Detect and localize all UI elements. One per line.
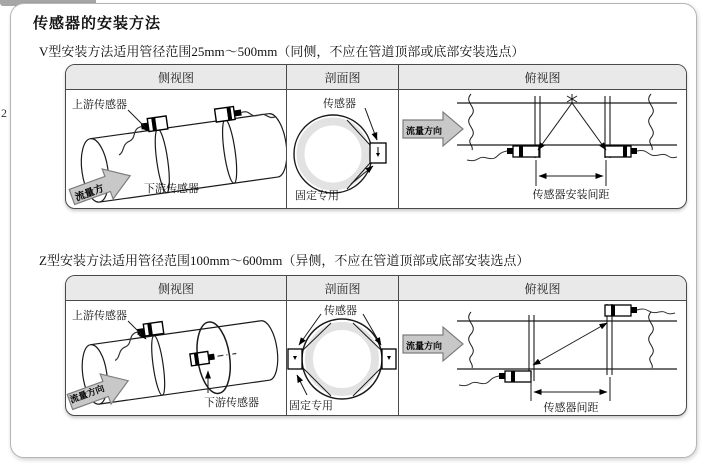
z-section-view-cell (287, 301, 399, 415)
z-header-top-view: 俯视图 (524, 281, 561, 296)
z-header-side-view: 侧视图 (66, 276, 287, 300)
downstream-sensor-shape (605, 146, 677, 158)
dimension-ticks (531, 377, 610, 401)
fixing-leader-arrow (297, 375, 307, 395)
z-header-section-view: 剖面图 (287, 276, 399, 300)
pipe-break-right (649, 312, 654, 368)
mounting-strap (220, 119, 240, 184)
spacing-label: 传感器间距 (543, 402, 599, 414)
flow-direction-label: 流量方向 (406, 341, 443, 351)
fixing-label: 固定专用 (289, 400, 333, 412)
v-side-view-cell (66, 90, 287, 208)
pipe-walls (457, 321, 677, 369)
upstream-sensor-label: 上游传感器 (72, 310, 127, 322)
page-title: 传感器的安装方法 (33, 15, 162, 32)
upstream-leader-arrow (128, 110, 150, 132)
downstream-sensor-label: 下游传感器 (204, 397, 259, 409)
page-number: 2 (1, 106, 7, 120)
sensor-shape (370, 143, 386, 163)
z-table-body-row (66, 301, 686, 415)
z-method-table (65, 275, 687, 416)
v-header-section-view: 剖面图 (287, 65, 399, 89)
flow-direction-label: 流量方 (73, 183, 106, 204)
v-top-view-cell (399, 90, 686, 208)
sensor-label: 传感器 (324, 305, 357, 317)
z-top-view-cell (399, 301, 686, 415)
z-side-view-cell (66, 301, 287, 415)
v-table-header-row (66, 65, 686, 90)
spacing-label: 传感器安装间距 (532, 189, 610, 201)
pipe-cross-section (302, 319, 382, 399)
pipe-cross-section (294, 115, 372, 193)
fixing-label: 固定专用 (295, 190, 339, 202)
upstream-sensor-shape (459, 371, 531, 386)
sensor-left-shape (288, 349, 302, 369)
sensor-right-shape (382, 349, 396, 369)
pipe-break-left (469, 312, 474, 368)
flow-direction-label: 流量方向 (68, 383, 106, 405)
sensor-clamps (535, 96, 610, 158)
v-header-top-view: 俯视图 (524, 70, 561, 85)
downstream-sensor-shape (215, 101, 276, 125)
downstream-sensor-shape (605, 305, 675, 316)
z-sound-path-arrow (533, 323, 607, 365)
v-method-table (65, 64, 687, 209)
sensor-label: 传感器 (323, 98, 356, 110)
downstream-sensor-label: 下游传感器 (144, 183, 199, 195)
z-method-heading: Z型安装方法适用管径范围100mm～600mm（异侧，不应在管道顶部或底部安装选点） (39, 253, 530, 268)
v-header-side-view: 侧视图 (66, 65, 287, 89)
v-sound-path-arrow (538, 103, 606, 150)
mounting-strap (149, 335, 167, 396)
flow-direction-label: 流量方向 (406, 126, 443, 136)
dimension-ticks (536, 160, 606, 186)
v-section-view-cell (287, 90, 399, 208)
z-top-view-drawing (399, 301, 686, 415)
v-table-body-row (66, 90, 686, 208)
manual-page (10, 3, 697, 458)
upstream-sensor-label: 上游传感器 (72, 99, 127, 111)
upstream-sensor-shape (467, 146, 539, 161)
z-table-header-row (66, 276, 686, 301)
v-method-heading: V型安装方法适用管径范围25mm～500mm（同侧，不应在管道顶部或底部安装选点） (39, 44, 525, 59)
